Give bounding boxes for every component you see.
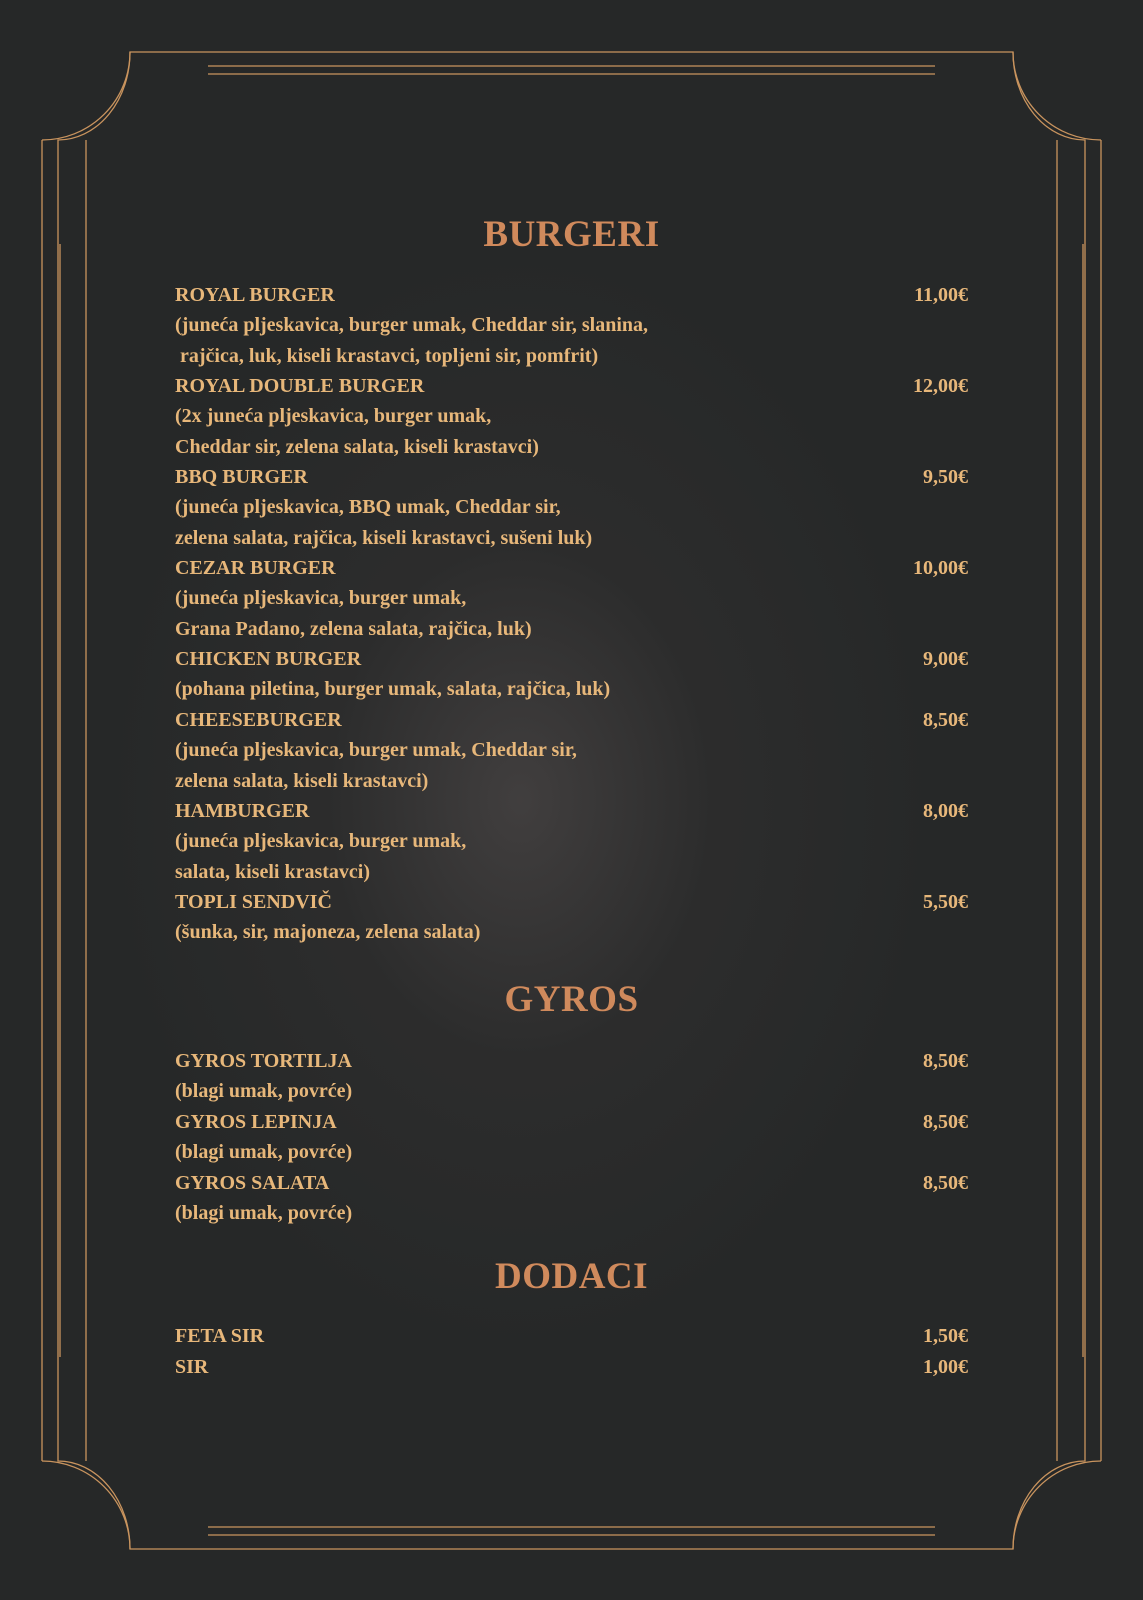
item-name: ROYAL DOUBLE BURGER [175,375,425,397]
item-name: GYROS LEPINJA [175,1111,337,1133]
item-price: 8,50€ [923,1172,968,1194]
item-price: 10,00€ [913,557,968,579]
item-price: 9,00€ [923,648,968,670]
item-description: (juneća pljeskavica, burger umak, Cheddar sir, slanina, [175,314,649,336]
item-price: 8,00€ [923,800,968,822]
item-description: rajčica, luk, kiseli krastavci, topljeni sir, pomfrit) [175,345,599,367]
item-name: GYROS SALATA [175,1172,330,1194]
item-description: Grana Padano, zelena salata, rajčica, luk) [175,618,532,640]
menu-item-sir [175,1352,968,1382]
item-description: salata, kiseli krastavci) [175,861,370,883]
item-price: 8,50€ [923,709,968,731]
menu-item-royal-double-burger [175,371,968,463]
item-description: (juneća pljeskavica, burger umak, [175,587,467,609]
item-price: 11,00€ [914,284,968,306]
menu-item-cezar-burger [175,553,968,645]
item-name: GYROS TORTILJA [175,1050,352,1072]
item-name: BBQ BURGER [175,466,308,488]
item-name: SIR [175,1356,209,1378]
item-price: 12,00€ [913,375,968,397]
item-description: (blagi umak, povrće) [175,1141,353,1163]
item-description: zelena salata, rajčica, kiseli krastavci, sušeni luk) [175,527,593,549]
item-name: CHICKEN BURGER [175,648,362,670]
item-name: HAMBURGER [175,800,310,822]
menu-item-gyros-salata [175,1168,968,1229]
section-title-gyros: GYROS [504,979,639,1020]
menu-item-gyros-tortilja [175,1046,968,1107]
item-price: 1,00€ [923,1356,968,1378]
item-name: CEZAR BURGER [175,557,336,579]
item-price: 5,50€ [923,891,968,913]
item-price: 8,50€ [923,1050,968,1072]
menu-item-topli-sendvic [175,887,968,948]
inner-corner-top-left [42,52,130,140]
menu-item-royal-burger [175,280,968,372]
item-price: 8,50€ [923,1111,968,1133]
item-name: ROYAL BURGER [175,284,335,306]
item-description: zelena salata, kiseli krastavci) [175,770,429,792]
inner-corner-top-right [1013,52,1101,140]
menu-item-chicken-burger [175,644,968,705]
item-name: TOPLI SENDVIČ [175,891,332,913]
item-description: (pohana piletina, burger umak, salata, rajčica, luk) [175,678,611,700]
inner-corner-bottom-right [1013,1461,1101,1549]
section-title-burgeri: BURGERI [483,214,660,255]
item-description: Cheddar sir, zelena salata, kiseli krastavci) [175,436,539,458]
item-description: (šunka, sir, majoneza, zelena salata) [175,921,481,943]
item-description: (blagi umak, povrće) [175,1080,353,1102]
menu-item-hamburger [175,796,968,888]
menu-item-bbq-burger [175,462,968,554]
inner-corner-bottom-left [42,1461,130,1549]
item-name: CHEESEBURGER [175,709,342,731]
item-description: (2x juneća pljeskavica, burger umak, [175,405,492,427]
menu-item-feta-sir [175,1321,968,1351]
item-name: FETA SIR [175,1325,265,1347]
item-description: (juneća pljeskavica, BBQ umak, Cheddar sir, [175,496,561,518]
item-price: 1,50€ [923,1325,968,1347]
item-description: (juneća pljeskavica, burger umak, [175,830,467,852]
menu-item-cheeseburger [175,705,968,797]
item-description: (blagi umak, povrće) [175,1202,353,1224]
item-description: (juneća pljeskavica, burger umak, Cheddar sir, [175,739,577,761]
item-price: 9,50€ [923,466,968,488]
menu-item-gyros-lepinja [175,1107,968,1168]
section-title-dodaci: DODACI [494,1256,649,1297]
